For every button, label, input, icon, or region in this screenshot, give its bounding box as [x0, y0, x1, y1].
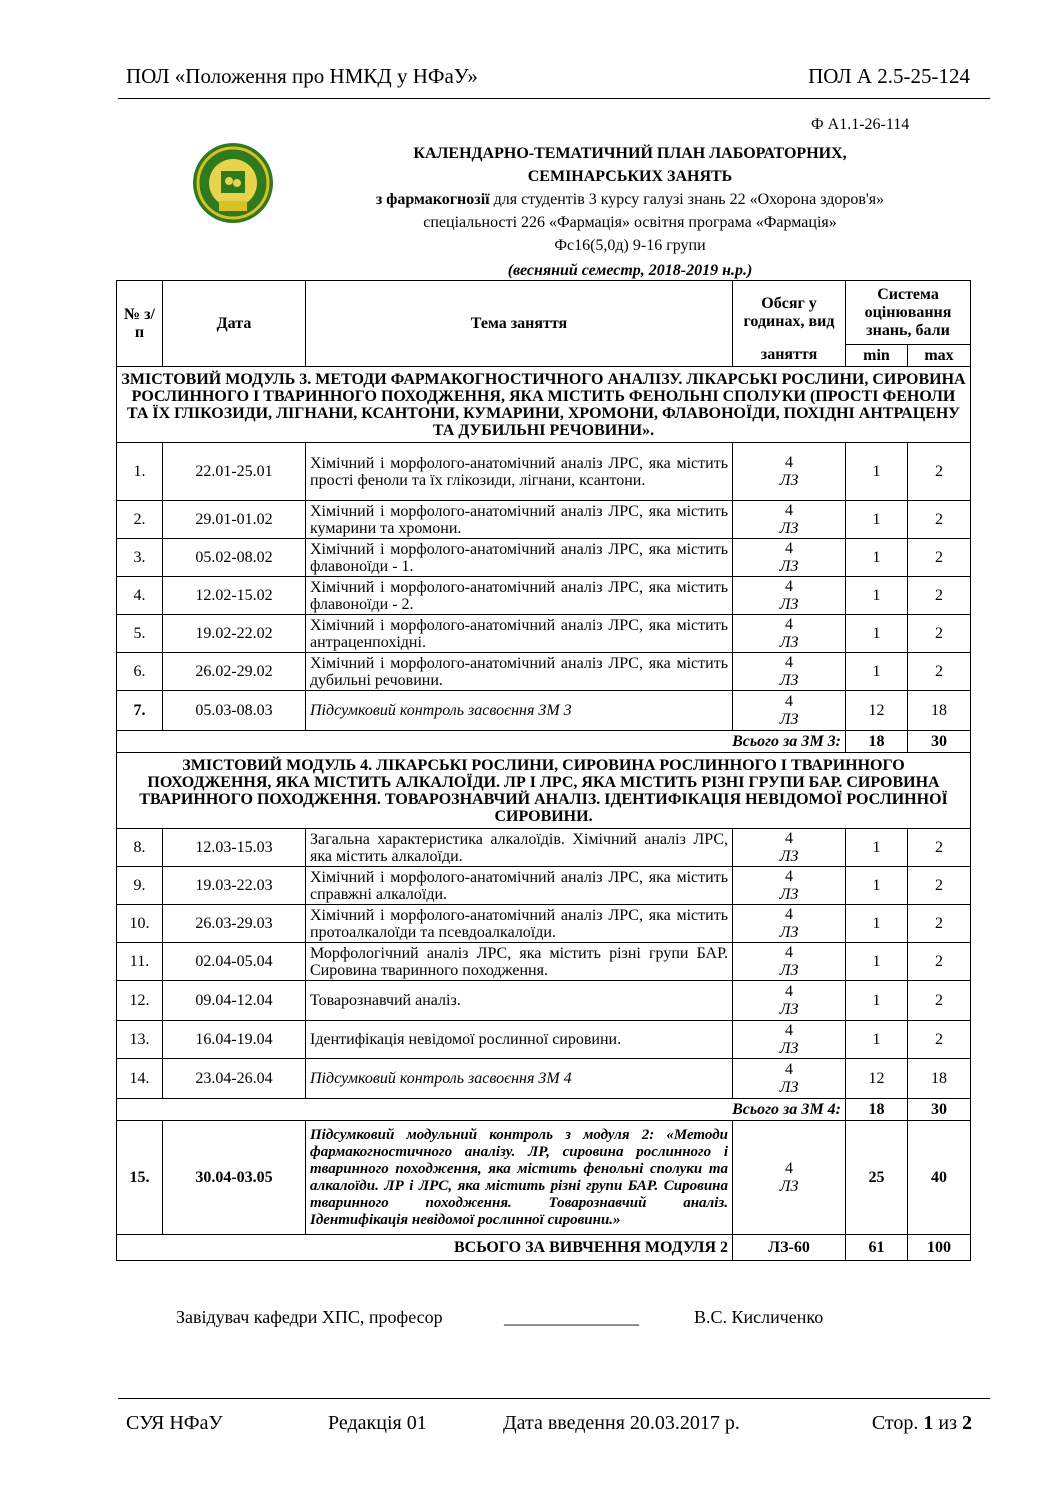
row-date: 12.02-15.02 — [163, 577, 306, 615]
row-type: ЛЗ — [779, 885, 799, 903]
signature-name: В.С. Кисличенко — [694, 1307, 824, 1327]
final-row-type: ЛЗ — [779, 1177, 799, 1195]
lab-schedule-table — [116, 280, 971, 1261]
row-hours-value: 4 — [785, 577, 793, 595]
document-title-block — [300, 142, 960, 282]
final-row-topic: Підсумковий модульний контроль з модуля 2: «Методи фармакогностичного аналізу. ЛР, сировина рослинного і тваринного походження, яка містить фенольні сполуки та алкалоїди. ЛР і ЛРС, яка містить різні групи БАР. Сировина тваринного походження. Товарознавчий аналіз. Ідентифікація невідомої рослинної сировини.» — [306, 1121, 733, 1235]
row-num: 5. — [117, 615, 163, 653]
row-type: ЛЗ — [779, 519, 799, 537]
footer-org: СУЯ НФаУ — [126, 1412, 223, 1434]
row-hours — [733, 653, 846, 691]
title-line-4: спеціальності 226 «Фармація» освітня програма «Фармація» — [423, 214, 837, 231]
final-row-num: 15. — [117, 1121, 163, 1235]
table-row — [117, 577, 971, 615]
row-hours — [733, 981, 846, 1021]
row-date: 29.01-01.02 — [163, 501, 306, 539]
row-topic: Хімічний і морфолого-анатомічний аналіз ЛРС, яка містить протоалкалоїди та псевдоалкалоїди. — [306, 905, 733, 943]
row-num: 7. — [117, 691, 163, 731]
signature-position: Завідувач кафедри ХПС, професор — [176, 1307, 443, 1327]
col-header-max: max — [908, 345, 971, 367]
row-date: 26.03-29.03 — [163, 905, 306, 943]
row-max: 2 — [908, 443, 971, 501]
table-row — [117, 1059, 971, 1099]
row-num: 3. — [117, 539, 163, 577]
row-type: ЛЗ — [779, 595, 799, 613]
row-hours-value: 4 — [785, 539, 793, 557]
row-date: 26.02-29.02 — [163, 653, 306, 691]
row-min: 1 — [846, 943, 908, 981]
footer-edition: Редакція 01 — [328, 1412, 427, 1434]
row-num: 4. — [117, 577, 163, 615]
module-3-title: ЗМІСТОВИЙ МОДУЛЬ 3. МЕТОДИ ФАРМАКОГНОСТИЧНОГО АНАЛІЗУ. ЛІКАРСЬКІ РОСЛИНИ, СИРОВИНА РОСЛИННОГО І ТВАРИННОГО ПОХОДЖЕННЯ, ЯКА МІСТИТЬ ФЕНОЛЬНІ СПОЛУКИ (ПРОСТІ ФЕНОЛИ ТА ЇХ ГЛІКОЗИДИ, ЛІГНАНИ, КСАНТОНИ, КУМАРИНИ, ХРОМОНИ, ФЛАВОНОЇДИ, ПОХІДНІ АНТРАЦЕНУ ТА ДУБИЛЬНІ РЕЧОВИНИ». — [117, 367, 971, 443]
row-hours — [733, 867, 846, 905]
row-min: 1 — [846, 905, 908, 943]
row-hours — [733, 1059, 846, 1099]
table-row — [117, 539, 971, 577]
col-header-date: Дата — [163, 281, 306, 367]
title-line-2: СЕМІНАРСЬКИХ ЗАНЯТЬ — [527, 168, 733, 185]
row-num: 12. — [117, 981, 163, 1021]
row-min: 1 — [846, 867, 908, 905]
table-row — [117, 829, 971, 867]
header-document-code: ПОЛ А 2.5-25-124 — [808, 64, 970, 88]
row-date: 22.01-25.01 — [163, 443, 306, 501]
row-hours-value: 4 — [785, 501, 793, 519]
row-topic: Підсумковий контроль засвоєння ЗМ 4 — [306, 1059, 733, 1099]
row-hours-value: 4 — [785, 829, 793, 847]
row-topic: Товарознавчий аналіз. — [306, 981, 733, 1021]
row-hours-value: 4 — [785, 653, 793, 671]
col-header-hours: Обсяг у годинах, вид — [733, 281, 846, 345]
col-header-num: № з/п — [117, 281, 163, 367]
row-hours — [733, 443, 846, 501]
title-line-1: КАЛЕНДАРНО-ТЕМАТИЧНИЙ ПЛАН ЛАБОРАТОРНИХ, — [413, 145, 847, 162]
row-type: ЛЗ — [779, 847, 799, 865]
row-date: 16.04-19.04 — [163, 1021, 306, 1059]
row-hours-value: 4 — [785, 982, 793, 1000]
row-topic: Хімічний і морфолого-анатомічний аналіз ЛРС, яка містить справжні алкалоїди. — [306, 867, 733, 905]
row-max: 2 — [908, 943, 971, 981]
row-topic: Хімічний і морфолого-анатомічний аналіз ЛРС, яка містить прості феноли та їх глікозиди, лігнани, ксантони. — [306, 443, 733, 501]
row-max: 2 — [908, 829, 971, 867]
row-type: ЛЗ — [779, 1039, 799, 1057]
signature-line: _______________ — [504, 1307, 639, 1327]
col-header-grading: Система оцінювання знань, бали — [846, 281, 971, 345]
university-seal-icon — [191, 141, 275, 225]
row-min: 1 — [846, 501, 908, 539]
table-row — [117, 867, 971, 905]
row-date: 19.02-22.02 — [163, 615, 306, 653]
title-line-5: Фс16(5,0д) 9-16 групи — [554, 237, 706, 254]
row-num: 8. — [117, 829, 163, 867]
row-type: ЛЗ — [779, 471, 799, 489]
row-hours-value: 4 — [785, 1021, 793, 1039]
row-topic: Ідентифікація невідомої рослинної сировини. — [306, 1021, 733, 1059]
grand-total-label: ВСЬОГО ЗА ВИВЧЕННЯ МОДУЛЯ 2 — [117, 1235, 733, 1261]
row-hours — [733, 577, 846, 615]
row-max: 2 — [908, 615, 971, 653]
row-topic: Загальна характеристика алкалоїдів. Хімічний аналіз ЛРС, яка містить алкалоїди. — [306, 829, 733, 867]
row-topic: Хімічний і морфолого-анатомічний аналіз ЛРС, яка містить дубильні речовини. — [306, 653, 733, 691]
final-row-hours-value: 4 — [785, 1159, 793, 1177]
row-min: 1 — [846, 1021, 908, 1059]
footer-page-mid: из — [933, 1412, 962, 1434]
row-max: 2 — [908, 501, 971, 539]
header-divider — [118, 98, 990, 99]
row-num: 1. — [117, 443, 163, 501]
row-num: 13. — [117, 1021, 163, 1059]
row-max: 2 — [908, 981, 971, 1021]
row-max: 18 — [908, 1059, 971, 1099]
row-date: 09.04-12.04 — [163, 981, 306, 1021]
row-hours-value: 4 — [785, 943, 793, 961]
col-header-min: min — [846, 345, 908, 367]
grand-total-min: 61 — [846, 1235, 908, 1261]
row-max: 2 — [908, 653, 971, 691]
subject-audience: для студентів 3 курсу галузі знань 22 «Охорона здоров'я» — [489, 191, 885, 208]
row-hours — [733, 539, 846, 577]
row-type: ЛЗ — [779, 557, 799, 575]
table-row — [117, 691, 971, 731]
row-min: 12 — [846, 691, 908, 731]
row-min: 1 — [846, 577, 908, 615]
row-type: ЛЗ — [779, 961, 799, 979]
row-date: 19.03-22.03 — [163, 867, 306, 905]
row-min: 1 — [846, 615, 908, 653]
row-type: ЛЗ — [779, 1000, 799, 1018]
footer-divider — [118, 1398, 990, 1399]
row-hours-value: 4 — [785, 905, 793, 923]
row-num: 6. — [117, 653, 163, 691]
row-hours-value: 4 — [785, 453, 793, 471]
row-num: 10. — [117, 905, 163, 943]
row-max: 2 — [908, 1021, 971, 1059]
col-header-topic: Тема заняття — [306, 281, 733, 367]
row-max: 18 — [908, 691, 971, 731]
row-date: 23.04-26.04 — [163, 1059, 306, 1099]
table-row — [117, 501, 971, 539]
footer-page-current: 1 — [923, 1412, 934, 1434]
table-row — [117, 615, 971, 653]
module-4-total-min: 18 — [846, 1099, 908, 1121]
semester-label: (весняний семестр, 2018-2019 н.р.) — [507, 262, 753, 279]
row-hours-value: 4 — [785, 1060, 793, 1078]
table-row — [117, 905, 971, 943]
row-hours — [733, 615, 846, 653]
grand-total-hours: ЛЗ-60 — [733, 1235, 846, 1261]
row-num: 11. — [117, 943, 163, 981]
final-row-date: 30.04-03.05 — [163, 1121, 306, 1235]
row-hours — [733, 943, 846, 981]
module-3-total-label: Всього за ЗМ 3: — [117, 731, 846, 753]
row-hours — [733, 905, 846, 943]
row-min: 1 — [846, 443, 908, 501]
row-topic: Хімічний і морфолого-анатомічний аналіз ЛРС, яка містить флавоноїди - 1. — [306, 539, 733, 577]
footer-page-prefix: Стор. — [871, 1412, 924, 1434]
row-max: 2 — [908, 905, 971, 943]
table-row — [117, 981, 971, 1021]
row-min: 12 — [846, 1059, 908, 1099]
row-max: 2 — [908, 539, 971, 577]
row-max: 2 — [908, 577, 971, 615]
row-hours — [733, 829, 846, 867]
row-min: 1 — [846, 829, 908, 867]
row-num: 14. — [117, 1059, 163, 1099]
row-date: 02.04-05.04 — [163, 943, 306, 981]
row-type: ЛЗ — [779, 1078, 799, 1096]
row-topic: Хімічний і морфолого-анатомічний аналіз ЛРС, яка містить кумарини та хромони. — [306, 501, 733, 539]
row-hours-value: 4 — [785, 615, 793, 633]
module-3-rows — [117, 443, 971, 731]
grand-total-max: 100 — [908, 1235, 971, 1261]
row-max: 2 — [908, 867, 971, 905]
row-type: ЛЗ — [779, 710, 799, 728]
final-row-hours — [733, 1121, 846, 1235]
module-3-total-min: 18 — [846, 731, 908, 753]
row-hours — [733, 1021, 846, 1059]
row-type: ЛЗ — [779, 923, 799, 941]
table-row — [117, 943, 971, 981]
row-date: 12.03-15.03 — [163, 829, 306, 867]
module-4-total-label: Всього за ЗМ 4: — [117, 1099, 846, 1121]
row-date: 05.02-08.02 — [163, 539, 306, 577]
row-hours — [733, 691, 846, 731]
col-header-hours-sub: заняття — [733, 345, 846, 367]
module-4-rows — [117, 829, 971, 1099]
header-document-title: ПОЛ «Положення про НМКД у НФаУ» — [126, 64, 478, 88]
table-row — [117, 443, 971, 501]
row-hours-value: 4 — [785, 692, 793, 710]
row-hours — [733, 501, 846, 539]
row-num: 2. — [117, 501, 163, 539]
row-date: 05.03-08.03 — [163, 691, 306, 731]
row-topic: Підсумковий контроль засвоєння ЗМ 3 — [306, 691, 733, 731]
row-min: 1 — [846, 539, 908, 577]
final-row-min: 25 — [846, 1121, 908, 1235]
row-type: ЛЗ — [779, 671, 799, 689]
row-min: 1 — [846, 653, 908, 691]
row-min: 1 — [846, 981, 908, 1021]
row-topic: Хімічний і морфолого-анатомічний аналіз ЛРС, яка містить антраценпохідні. — [306, 615, 733, 653]
footer-page-number — [872, 1412, 972, 1435]
module-3-total-max: 30 — [908, 731, 971, 753]
footer-page-total: 2 — [962, 1412, 972, 1434]
table-row — [117, 653, 971, 691]
row-topic: Хімічний і морфолого-анатомічний аналіз ЛРС, яка містить флавоноїди - 2. — [306, 577, 733, 615]
module-4-title: ЗМІСТОВИЙ МОДУЛЬ 4. ЛІКАРСЬКІ РОСЛИНИ, СИРОВИНА РОСЛИННОГО І ТВАРИННОГО ПОХОДЖЕННЯ, ЯКА МІСТИТЬ АЛКАЛОЇДИ. ЛР І ЛРС, ЯКА МІСТИТЬ РІЗНІ ГРУПИ БАР. СИРОВИНА ТВАРИННОГО ПОХОДЖЕННЯ. ТОВАРОЗНАВЧИЙ АНАЛІЗ. ІДЕНТИФІКАЦІЯ НЕВІДОМОЇ РОСЛИННОЇ СИРОВИНИ. — [117, 753, 971, 829]
final-row-max: 40 — [908, 1121, 971, 1235]
row-hours-value: 4 — [785, 867, 793, 885]
table-row — [117, 1021, 971, 1059]
row-type: ЛЗ — [779, 633, 799, 651]
form-code: Ф А1.1-26-114 — [811, 116, 910, 133]
subject-name: з фармакогнозії — [375, 191, 490, 208]
module-4-total-max: 30 — [908, 1099, 971, 1121]
row-num: 9. — [117, 867, 163, 905]
row-topic: Морфологічний аналіз ЛРС, яка містить різні групи БАР. Сировина тваринного походження. — [306, 943, 733, 981]
footer-date: Дата введення 20.03.2017 р. — [503, 1412, 740, 1434]
title-line-3 — [300, 188, 960, 211]
